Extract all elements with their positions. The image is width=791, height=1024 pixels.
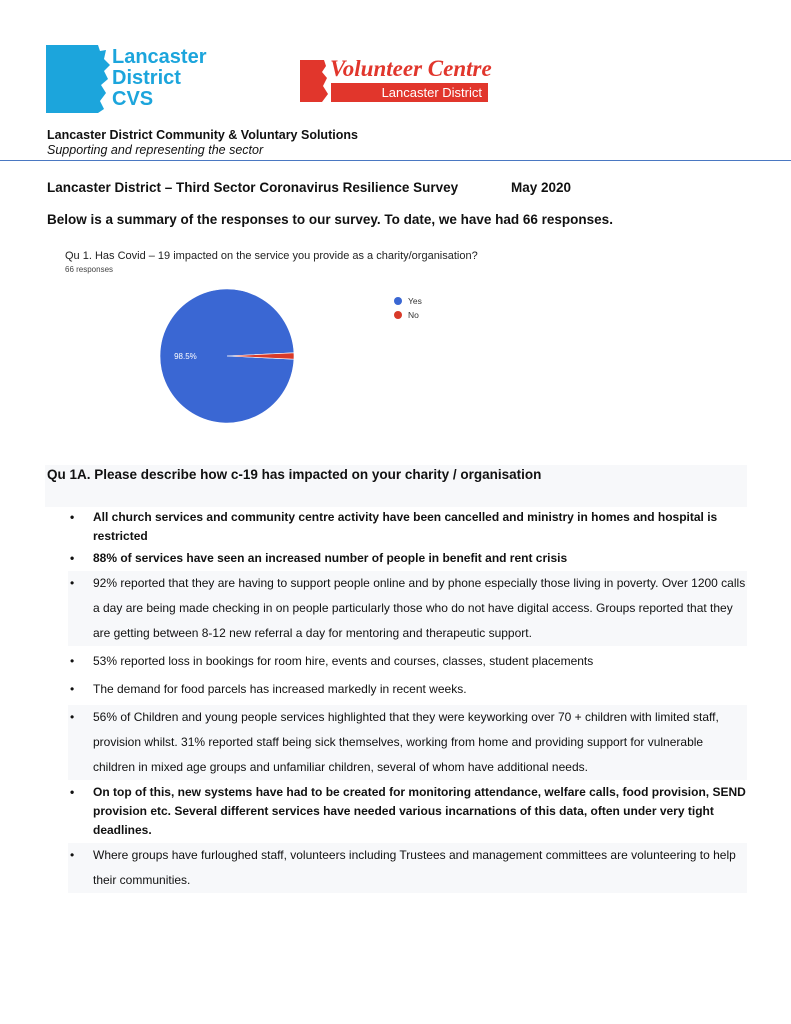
- survey-date: May 2020: [511, 180, 572, 195]
- cvs-logo-line: CVS: [112, 88, 154, 110]
- lancaster-cvs-logo: [46, 45, 226, 113]
- legend-label: No: [408, 310, 419, 320]
- response-list: [68, 508, 747, 896]
- legend-item-yes: [394, 294, 422, 308]
- district-map-red-icon: [298, 58, 330, 104]
- cvs-logo-line: Lancaster: [112, 46, 207, 68]
- question-1a-title: Qu 1A. Please describe how c-19 has impacted on your charity / organisation: [47, 467, 542, 482]
- list-item: • 56% of Children and young people services highlighted that they were keyworking over 70 + children with limited staff, provision whilst. 31% reported staff being sick themselves, working from home and providing support for vulnerable children in mixed age groups and unfamiliar children, several of whom have additional needs.: [68, 705, 747, 780]
- legend-swatch: [394, 297, 402, 305]
- district-map-icon: [46, 45, 112, 113]
- cvs-logo-text: [112, 47, 207, 110]
- header-divider: [0, 160, 791, 161]
- list-item: • On top of this, new systems have had to be created for monitoring attendance, welfare calls, food provision, SEND provision etc. Several different services have needed various incarnations of this data, often under very tight deadlines.: [68, 783, 747, 840]
- pie-chart: [150, 285, 310, 425]
- chart-title: Qu 1. Has Covid – 19 impacted on the service you provide as a charity/organisation?: [65, 250, 478, 262]
- volunteer-centre-subtitle: Lancaster District: [331, 83, 488, 102]
- legend-label: Yes: [408, 296, 422, 306]
- volunteer-centre-logo: [298, 58, 490, 104]
- volunteer-centre-title: Volunteer Centre: [330, 56, 492, 81]
- list-item: • Where groups have furloughed staff, volunteers including Trustees and management committees are volunteering to help their communities.: [68, 843, 747, 893]
- chart-subtitle: 66 responses: [65, 265, 114, 274]
- org-tagline: Supporting and representing the sector: [47, 143, 264, 157]
- list-item: • 88% of services have seen an increased number of people in benefit and rent crisis: [68, 549, 747, 568]
- pie-slice-label: 98.5%: [174, 352, 197, 361]
- legend-item-no: [394, 308, 422, 322]
- list-item: • 92% reported that they are having to support people online and by phone especially those living in poverty. Over 1200 calls a day are being made checking in on people particularly those who do not have digital access. Groups reported that they are getting between 8-12 new referral a day for mentoring and therapeutic support.: [68, 571, 747, 646]
- list-item: • 53% reported loss in bookings for room hire, events and courses, classes, student placements: [68, 649, 747, 674]
- legend-swatch: [394, 311, 402, 319]
- list-item: • The demand for food parcels has increased markedly in recent weeks.: [68, 677, 747, 702]
- org-name: Lancaster District Community & Voluntary Solutions: [47, 128, 358, 142]
- survey-title: Lancaster District – Third Sector Coronavirus Resilience Survey: [47, 180, 459, 195]
- chart-legend: [394, 294, 422, 322]
- survey-summary: Below is a summary of the responses to our survey. To date, we have had 66 responses.: [47, 212, 613, 227]
- list-item: • All church services and community centre activity have been cancelled and ministry in homes and hospital is restricted: [68, 508, 747, 546]
- cvs-logo-line: District: [112, 67, 181, 89]
